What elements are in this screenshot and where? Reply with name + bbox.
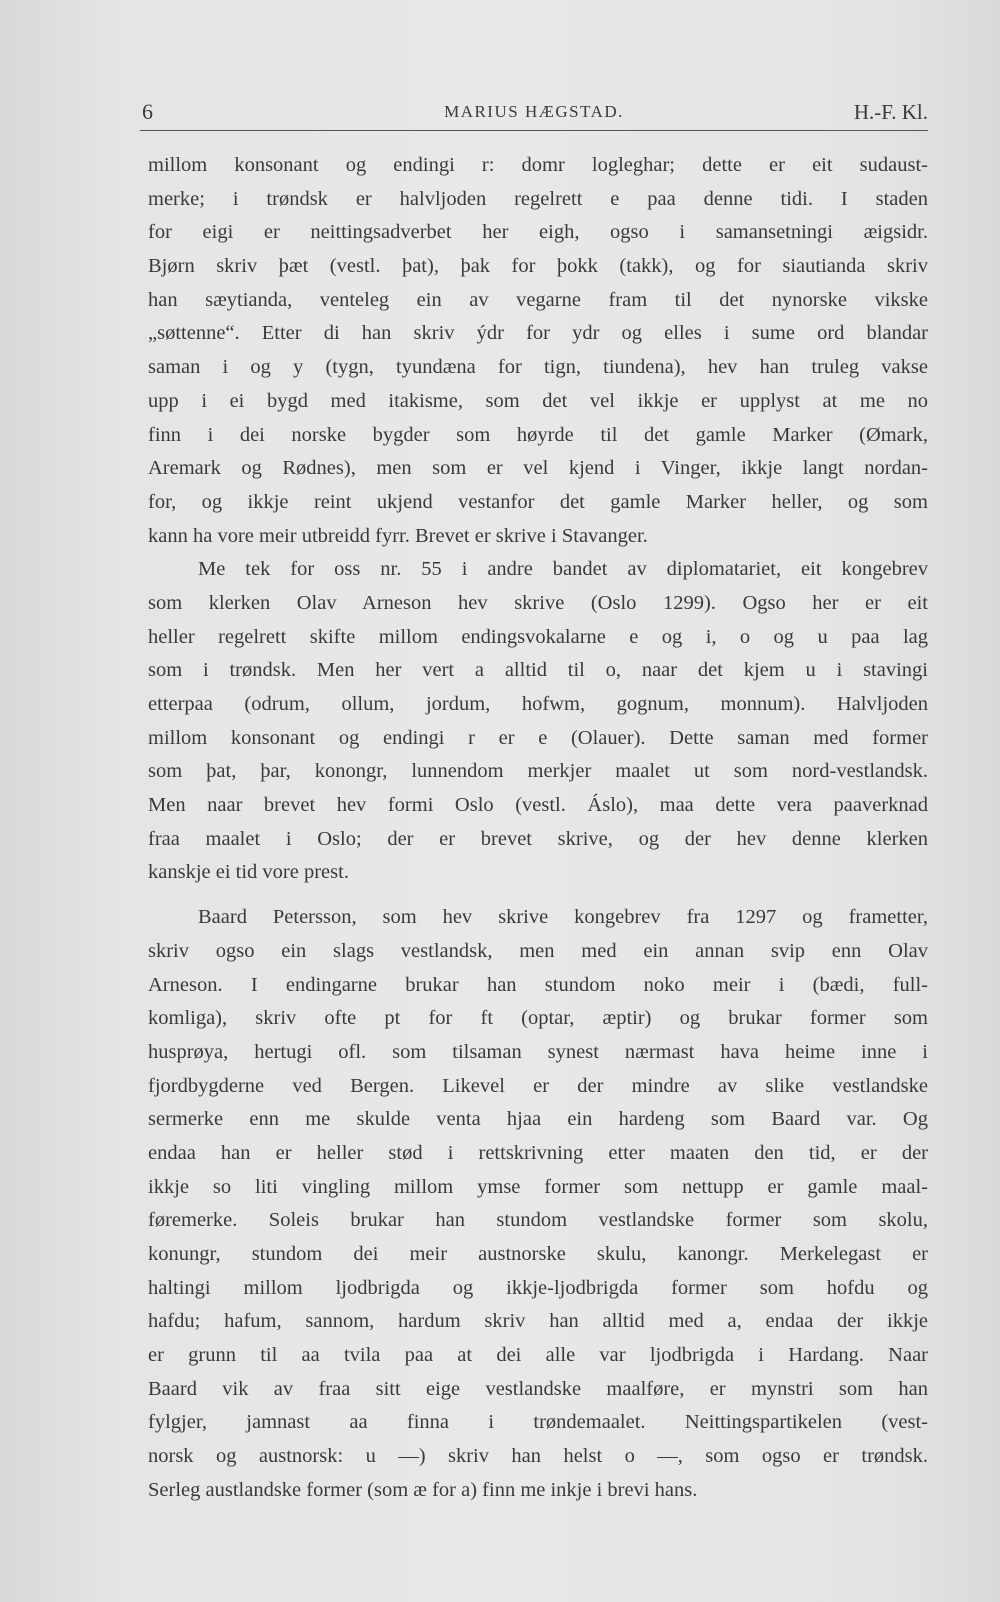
header-rule: [140, 130, 928, 131]
text-line: som þat, þar, konongr, lunnendom merkjer maalet ut som nord-vestlandsk.: [148, 760, 928, 783]
text-line: Bjørn skriv þæt (vestl. þat), þak for þokk (takk), og for siautianda skriv: [148, 255, 928, 278]
text-line: Aremark og Rødnes), men som er vel kjend i Vinger, ikkje langt nordan-: [148, 457, 928, 480]
text-line: hafdu; hafum, sannom, hardum skriv han alltid med a, endaa der ikkje: [148, 1310, 928, 1333]
text-line: Arneson. I endingarne brukar han stundom noko meir i (bædi, full-: [148, 973, 928, 996]
text-line: „søttenne“. Etter di han skriv ýdr for ydr og elles i sume ord blandar: [148, 322, 928, 345]
text-line: fraa maalet i Oslo; der er brevet skrive, og der hev denne klerken: [148, 827, 928, 850]
text-line: heller regelrett skifte millom endingsvokalarne e og i, o og u paa lag: [148, 625, 928, 648]
text-line: fjordbygderne ved Bergen. Likevel er der mindre av slike vestlandske: [148, 1074, 928, 1097]
text-line: som i trøndsk. Men her vert a alltid til o, naar det kjem u i stavingi: [148, 659, 928, 682]
text-line: millom konsonant og endingi r er e (Olauer). Dette saman med former: [148, 726, 928, 749]
text-line: føremerke. Soleis brukar han stundom vestlandske former som skolu,: [148, 1209, 928, 1232]
text-line: komliga), skriv ofte pt for ft (optar, æptir) og brukar former som: [148, 1007, 928, 1030]
text-line: upp i ei bygd med itakisme, som det vel ikkje er upplyst at me no: [148, 389, 928, 412]
text-line: er grunn til aa tvila paa at dei alle var ljodbrigda i Hardang. Naar: [148, 1344, 928, 1367]
text-line: Me tek for oss nr. 55 i andre bandet av diplomatariet, eit kongebrev: [198, 558, 928, 581]
text-line: fylgjer, jamnast aa finna i trøndemaalet. Neittingspartikelen (vest-: [148, 1411, 928, 1434]
text-line: for, og ikkje reint ukjend vestanfor det gamle Marker heller, og som: [148, 490, 928, 513]
text-line: Men naar brevet hev formi Oslo (vestl. Áslo), maa dette vera paaverknad: [148, 794, 928, 817]
text-line: endaa han er heller stød i rettskrivning etter maaten den tid, er der: [148, 1141, 928, 1164]
text-line: merke; i trøndsk er halvljoden regelrett e paa denne tidi. I staden: [148, 187, 928, 210]
text-line: han sæytianda, venteleg ein av vegarne fram til det nynorske vikske: [148, 288, 928, 311]
page-header: [140, 97, 928, 127]
section-mark: H.-F. Kl.: [853, 100, 928, 124]
text-line: Baard Petersson, som hev skrive kongebrev fra 1297 og frametter,: [198, 906, 928, 929]
text-line: norsk og austnorsk: u —) skriv han helst o —, som ogso er trøndsk.: [148, 1445, 928, 1468]
text-line: kanskje ei tid vore prest.: [148, 861, 349, 884]
text-line: haltingi millom ljodbrigda og ikkje-ljodbrigda former som hofdu og: [148, 1276, 928, 1299]
text-line: Serleg austlandske former (som æ for a) finn me inkje i brevi hans.: [148, 1478, 698, 1501]
text-line: konungr, stundom dei meir austnorske skulu, kanongr. Merkelegast er: [148, 1243, 928, 1265]
text-line: som klerken Olav Arneson hev skrive (Oslo 1299). Ogso her er eit: [148, 591, 928, 614]
text-line: husprøya, hertugi ofl. som tilsaman synest nærmast hava heime inne i: [148, 1040, 928, 1063]
text-line: skriv ogso ein slags vestlandsk, men med ein annan svip enn Olav: [148, 939, 928, 962]
running-title: MARIUS HÆGSTAD.: [444, 102, 624, 121]
text-line: Baard vik av fraa sitt eige vestlandske maalføre, er mynstri som han: [148, 1377, 928, 1400]
text-line: sermerke enn me skulde venta hjaa ein hardeng som Baard var. Og: [148, 1108, 928, 1131]
text-line: for eigi er neittingsadverbet her eigh, ogso i samansetningi æigsidr.: [148, 221, 928, 244]
text-line: ikkje so liti vingling millom ymse former som nettupp er gamle maal-: [148, 1175, 928, 1198]
text-line: millom konsonant og endingi r: domr logleghar; dette er eit sudaust-: [148, 154, 928, 176]
text-line: etterpaa (odrum, ollum, jordum, hofwm, gognum, monnum). Halvljoden: [148, 693, 928, 715]
text-line: finn i dei norske bygder som høyrde til det gamle Marker (Ømark,: [148, 423, 928, 446]
body-text: [148, 149, 928, 1508]
page-number: 6: [142, 99, 153, 124]
text-line: kann ha vore meir utbreidd fyrr. Brevet er skrive i Stavanger.: [148, 524, 648, 547]
text-line: saman i og y (tygn, tyundæna for tign, tiundena), hev han truleg vakse: [148, 356, 928, 379]
